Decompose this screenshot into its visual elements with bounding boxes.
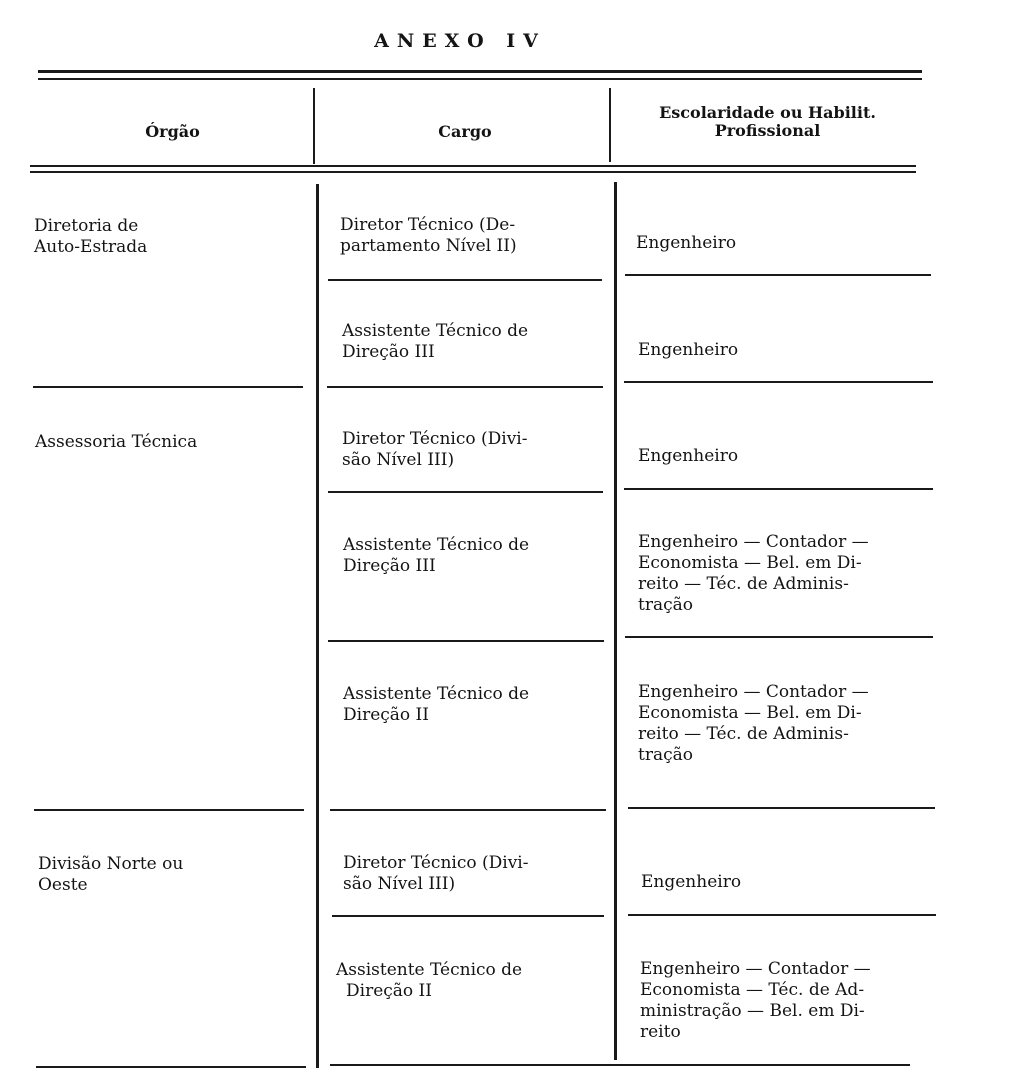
body-divider-2: [614, 182, 617, 1060]
escolaridade-line: tração: [638, 595, 693, 615]
cargo-line: são Nível III): [342, 450, 455, 470]
entry-rule: [625, 636, 933, 638]
group-rule: [330, 809, 606, 811]
entry-rule: [628, 914, 936, 916]
header-rule-1: [30, 165, 916, 167]
group-rule: [327, 386, 603, 388]
group-rule: [628, 807, 935, 809]
group-rule: [330, 1064, 910, 1066]
header-escolaridade-line1: Escolaridade ou Habilit.: [659, 103, 876, 122]
escolaridade-cell: [638, 446, 931, 467]
escolaridade-line: Economista — Téc. de Ad-: [640, 980, 865, 1000]
entry-rule: [625, 274, 931, 276]
orgao-line: Oeste: [38, 875, 88, 895]
orgao-cell: [35, 432, 305, 453]
escolaridade-line: reito: [640, 1022, 681, 1042]
cargo-cell: [343, 684, 592, 726]
page-title: ANEXO IV: [374, 30, 546, 52]
cargo-line: Diretor Técnico (De-: [340, 215, 516, 235]
escolaridade-line: ministração — Bel. em Di-: [640, 1001, 865, 1021]
top-rule-1: [38, 70, 922, 73]
escolaridade-line: Economista — Bel. em Di-: [638, 553, 862, 573]
header-escolaridade-line2: Profissional: [714, 121, 821, 140]
cargo-line: Assistente Técnico de: [343, 535, 530, 555]
orgao-line: Divisão Norte ou: [38, 854, 184, 874]
escolaridade-cell: [636, 233, 931, 254]
cargo-cell: [340, 215, 592, 257]
entry-rule: [328, 279, 602, 281]
header-cargo: Cargo: [438, 122, 492, 141]
orgao-line: Diretoria de: [34, 216, 139, 236]
escolaridade-line: Engenheiro: [636, 233, 737, 253]
group-rule: [36, 1066, 306, 1068]
header-divider-2: [609, 88, 611, 162]
escolaridade-line: Engenheiro: [641, 872, 742, 892]
top-rule-2: [38, 78, 922, 80]
orgao-line: Auto-Estrada: [34, 237, 148, 257]
entry-rule: [624, 488, 933, 490]
body-divider-1: [316, 184, 319, 1068]
cargo-line: Direção II: [346, 981, 432, 1001]
cargo-line: Diretor Técnico (Divi-: [342, 429, 528, 449]
cargo-line: Assistente Técnico de: [336, 960, 523, 980]
escolaridade-line: Engenheiro — Contador —: [640, 959, 871, 979]
header-orgao: Órgão: [145, 122, 200, 141]
cargo-cell: [336, 960, 595, 1002]
escolaridade-line: reito — Téc. de Adminis-: [638, 724, 849, 744]
cargo-line: Direção III: [343, 556, 436, 576]
orgao-cell: [38, 854, 304, 896]
group-rule: [34, 809, 304, 811]
orgao-cell: [34, 216, 304, 258]
cargo-cell: [342, 429, 592, 471]
cargo-line: Direção III: [342, 342, 435, 362]
cargo-cell: [342, 321, 592, 363]
cargo-line: partamento Nível II): [340, 236, 517, 256]
header-rule-2: [30, 171, 916, 173]
cargo-line: Assistente Técnico de: [342, 321, 529, 341]
entry-rule: [328, 491, 603, 493]
escolaridade-line: Engenheiro: [638, 446, 739, 466]
escolaridade-line: Engenheiro: [638, 340, 739, 360]
escolaridade-line: Engenheiro — Contador —: [638, 682, 869, 702]
cargo-line: são Nível III): [343, 874, 456, 894]
escolaridade-line: reito — Téc. de Adminis-: [638, 574, 849, 594]
entry-rule: [328, 640, 604, 642]
escolaridade-cell: [641, 872, 931, 893]
escolaridade-line: Economista — Bel. em Di-: [638, 703, 862, 723]
cargo-cell: [343, 853, 593, 895]
entry-rule: [332, 915, 604, 917]
escolaridade-cell: [640, 959, 935, 1043]
group-rule: [33, 386, 303, 388]
cargo-line: Assistente Técnico de: [343, 684, 530, 704]
orgao-line: Assessoria Técnica: [35, 432, 198, 452]
cargo-cell: [343, 535, 592, 577]
cargo-line: Diretor Técnico (Divi-: [343, 853, 529, 873]
group-rule: [624, 381, 933, 383]
escolaridade-cell: [638, 340, 931, 361]
escolaridade-cell: [638, 532, 933, 616]
cargo-line: Direção II: [343, 705, 429, 725]
escolaridade-line: Engenheiro — Contador —: [638, 532, 869, 552]
header-divider-1: [313, 88, 315, 164]
escolaridade-cell: [638, 682, 933, 766]
escolaridade-line: tração: [638, 745, 693, 765]
